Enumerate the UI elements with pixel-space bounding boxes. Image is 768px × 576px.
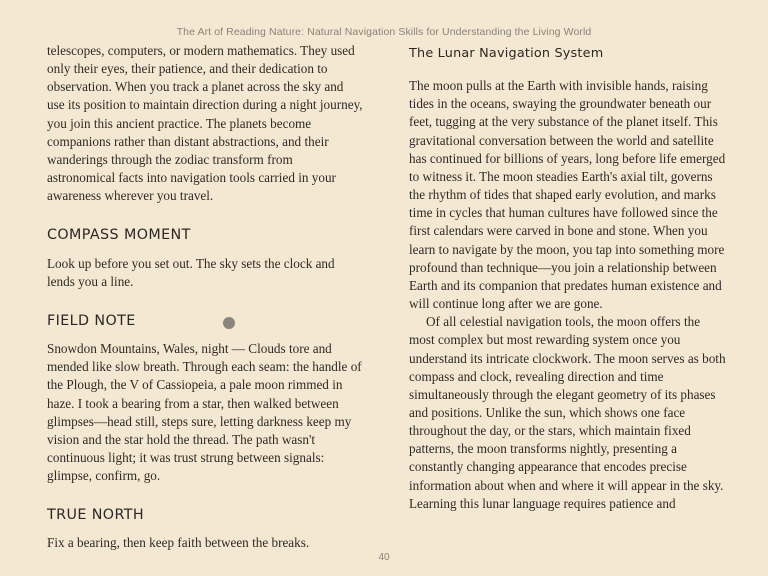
field-note-text: Snowdon Mountains, Wales, night — Clouds tore and mended like slow breath. Through each seam: the handle of the Plough, the V of Cassiopeia, a pale moon rimmed in haze. I took a bearing from a star, then walked between glimpses—head still, steps sure, letting darkness keep my vision and the star hold the thread. The path wasn't continuous light; it was trust strung between signals: glimpse, confirm, go. <box>47 341 362 484</box>
field-note-heading: FIELD NOTE <box>47 312 136 329</box>
book-title-header: The Art of Reading Nature: Natural Navigation Skills for Understanding the Living World <box>176 26 592 38</box>
continued-paragraph: telescopes, computers, or modern mathematics. They used only their eyes, their patience, and their dedication to observation. When you track a planet across the sky and use its position to maintain direction during a night journey, you join this ancient practice. The planets become companions rather than distant abstractions, and their wanderings through the zodiac transform from astronomical facts into navigation tools carried in your awareness wherever you travel. <box>47 43 363 204</box>
compass-moment-heading: COMPASS MOMENT <box>47 227 191 244</box>
touch-indicator-dot <box>223 317 235 329</box>
true-north-heading: TRUE NORTH <box>47 507 145 524</box>
chapter-title: The Lunar Navigation System <box>409 46 604 61</box>
true-north-text: Fix a bearing, then keep faith between the breaks. <box>47 535 310 551</box>
right-text-column <box>409 40 727 513</box>
page-number: 40 <box>378 552 390 563</box>
body-paragraph-2: Of all celestial navigation tools, the moon offers the most complex but most rewarding system once you understand its intricate clockwork. The moon serves as both compass and clock, revealing direction and time simultaneously through the elegant geometry of its phases and positions. Unlike the sun, which shows one face throughout the day, or the stars, which maintain fixed patterns, the moon transforms nightly, presenting a constantly changing appearance that encodes precise information about when and where it will appear in the sky. Learning this lunar language requires patience and <box>409 314 726 511</box>
left-text-column <box>47 40 363 553</box>
body-paragraph-1: The moon pulls at the Earth with invisible hands, raising tides in the oceans, swaying the groundwater beneath our feet, tugging at the very substance of the planet itself. This gravitational conversation between the world and satellite has continued for billions of years, long before life emerged to witness it. The moon steadies Earth's axial tilt, governs the rhythm of tides that shaped early evolution, and marks time in cycles that human cultures have followed since the first calendars were carved in bone and stone. When you learn to navigate by the moon, you tap into something more profound than technique—you join a relationship between Earth and its companion that predates human existence and will continue long after we are gone. <box>409 78 726 312</box>
compass-moment-text: Look up before you set out. The sky sets the clock and lends you a line. <box>47 255 335 289</box>
